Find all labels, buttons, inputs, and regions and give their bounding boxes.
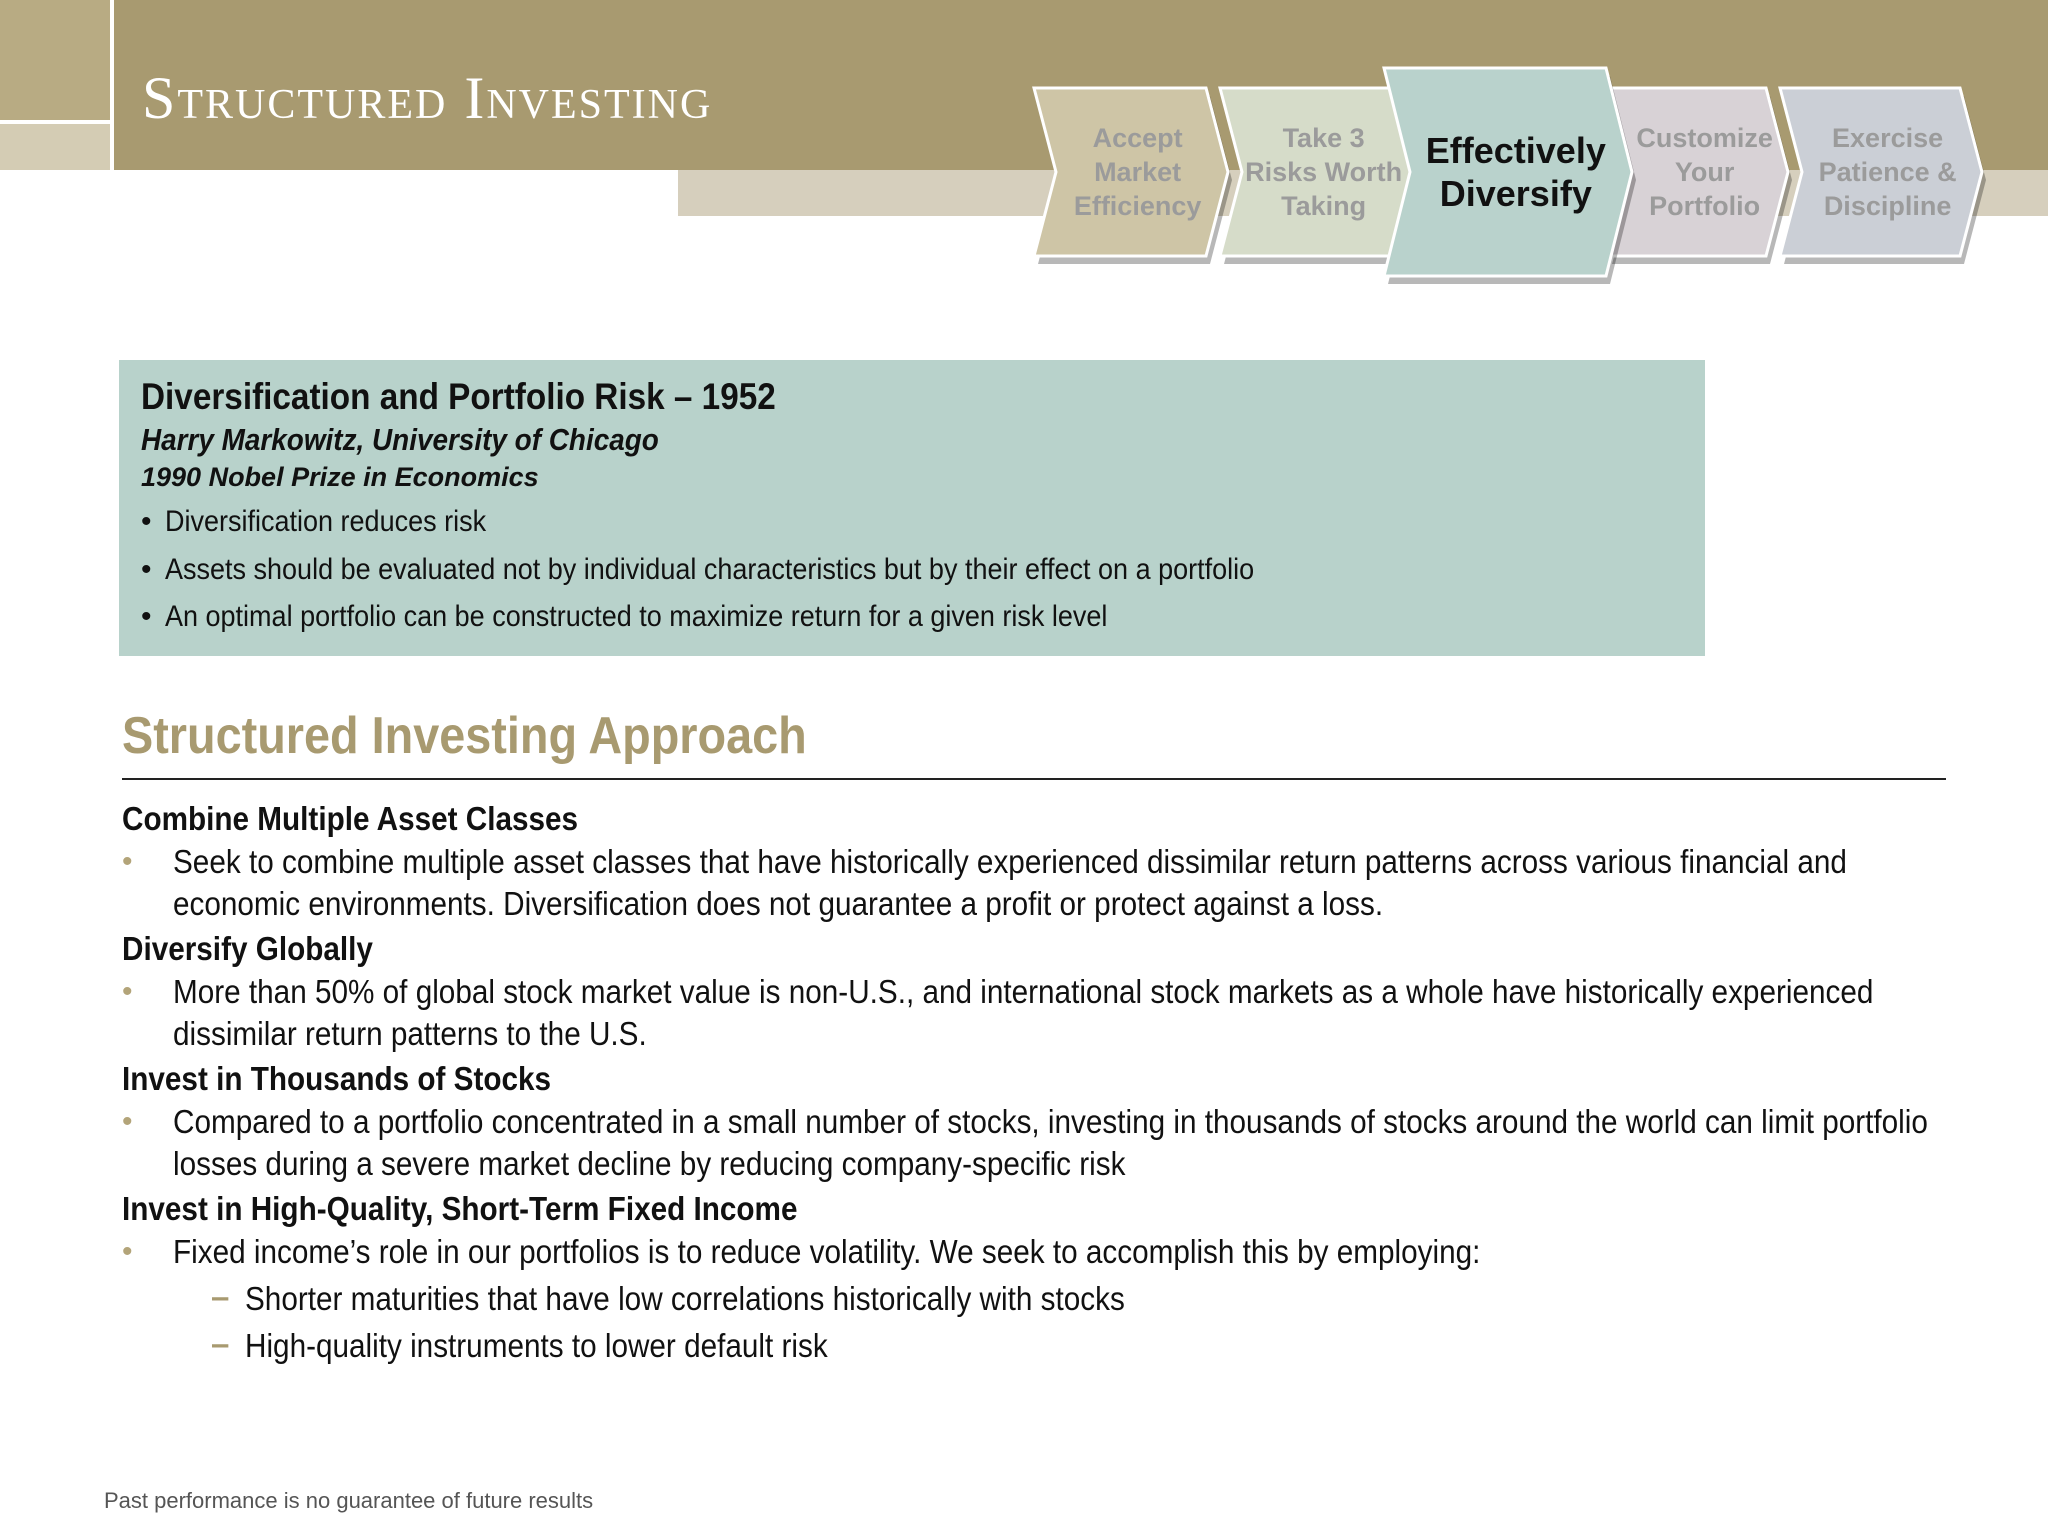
section-title-fixed-income: Invest in High-Quality, Short-Term Fixed Income (122, 1190, 798, 1227)
section-item: • More than 50% of global stock market value is non-U.S., and international stock markets as a whole have historically experienced dissimilar return patterns to the U.S. (122, 971, 1952, 1055)
callout-prize: 1990 Nobel Prize in Economics (141, 462, 539, 492)
step-label: Take 3 Risks Worth Taking (1245, 123, 1403, 221)
header-corner-lower-block (0, 124, 110, 170)
callout-title: Diversification and Portfolio Risk – 1952 (141, 376, 776, 417)
callout-bullet: • Diversification reduces risk (141, 498, 1683, 546)
section-item: • Compared to a portfolio concentrated in a small number of stocks, investing in thousands of stocks around the world can limit portfolio losses during a severe market decline by reducing company-specific risk (122, 1101, 1952, 1185)
step-label: Effectively Diversify (1425, 130, 1606, 214)
approach-content (122, 797, 1952, 1369)
sub-list-item: – High-quality instruments to lower default risk (122, 1322, 1952, 1369)
step-exercise-patience[interactable] (1780, 88, 1982, 256)
callout-author: Harry Markowitz, University of Chicago (141, 422, 659, 457)
header-title: Structured Investing (142, 65, 713, 131)
callout-bullet: • Assets should be evaluated not by individual characteristics but by their effect on a portfolio (141, 546, 1683, 594)
step-label: Exercise Patience & Discipline (1818, 123, 1957, 221)
markowitz-callout (119, 360, 1705, 656)
approach-divider (122, 778, 1946, 780)
footer-disclaimer: Past performance is no guarantee of future results (104, 1488, 594, 1513)
step-label: Customize Your Portfolio (1636, 123, 1773, 221)
header-corner-block (0, 0, 110, 124)
callout-bullet-list (141, 498, 1683, 641)
header-divider-vertical (110, 0, 114, 170)
section-title-diversify-globally: Diversify Globally (122, 930, 373, 967)
section-title-combine-asset-classes: Combine Multiple Asset Classes (122, 800, 579, 837)
header-divider-horizontal (0, 120, 110, 124)
approach-heading: Structured Investing Approach (122, 707, 807, 765)
callout-bullet: • An optimal portfolio can be constructed to maximize return for a given risk level (141, 593, 1683, 641)
step-customize-portfolio[interactable] (1608, 88, 1788, 256)
step-accept-market-efficiency[interactable] (1034, 88, 1228, 256)
section-title-thousands-of-stocks: Invest in Thousands of Stocks (122, 1060, 552, 1097)
section-item: • Fixed income’s role in our portfolios is to reduce volatility. We seek to accomplish this by employing: (122, 1231, 1952, 1273)
fixed-income-sublist (122, 1275, 1952, 1369)
section-item: • Seek to combine multiple asset classes that have historically experienced dissimilar return patterns across various financial and economic environments. Diversification does not guarantee a profit or protect against a loss. (122, 841, 1952, 925)
step-label: Accept Market Efficiency (1073, 123, 1202, 221)
sub-list-item: – Shorter maturities that have low correlations historically with stocks (122, 1275, 1952, 1322)
step-effectively-diversify[interactable] (1384, 68, 1632, 276)
